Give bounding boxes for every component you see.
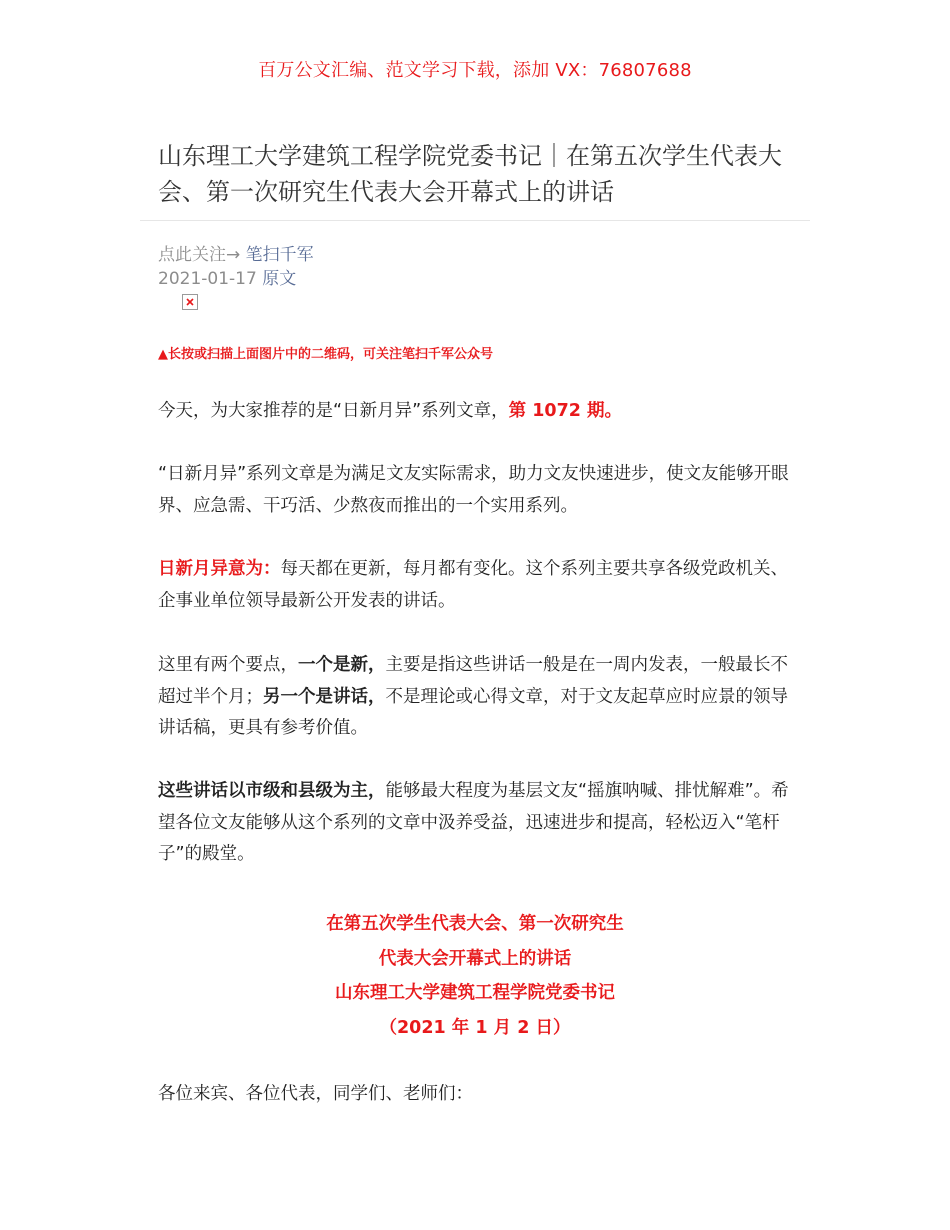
speech-date: （2021 年 1 月 2 日） [379, 1018, 571, 1038]
speech-salutation: 各位来宾、各位代表，同学们、老师们： [158, 1084, 473, 1104]
date-line [158, 264, 296, 289]
series-meaning-label: 日新月异意为： [158, 559, 281, 579]
qr-notice: ▲长按或扫描上面图片中的二维码，可关注笔扫千军公众号 [158, 347, 493, 362]
p4-part-e: 不是理论或心得文章，对于文友起草应时应景的领导讲话稿，更具有参考价值。 [158, 686, 788, 738]
p5-text: 能够最大程度为基层文友“摇旗呐喊、排忧解难”。希望各位文友能够从这个系列的文章中汲养受益，迅速进步和提高，轻松迈入“笔杆子”的殿堂。 [158, 781, 789, 864]
p4-point-new: 一个是新， [298, 655, 386, 675]
promo-banner: 百万公文汇编、范文学习下载，添加 VX：76807688 [258, 60, 692, 81]
intro-paragraph-4 [158, 650, 798, 745]
series-meaning-text: 每天都在更新，每月都有变化。这个系列主要共享各级党政机关、企事业单位领导最新公开发表的讲话。 [158, 559, 788, 611]
account-name-link[interactable]: 笔扫千军 [245, 245, 314, 265]
intro-p1-text: 今天，为大家推荐的是“日新月异”系列文章， [158, 401, 509, 421]
intro-paragraph-5 [158, 776, 798, 871]
intro-paragraph-3 [158, 554, 798, 617]
p4-part-c: 主要是指这些讲话一般是在一周内发表，一般最长不超过半个月； [158, 655, 788, 707]
original-link[interactable]: 原文 [262, 269, 297, 289]
follow-line [158, 240, 314, 265]
speech-heading-line-1: 在第五次学生代表大会、第一次研究生 [326, 914, 624, 934]
p4-point-speech: 另一个是讲话， [263, 686, 386, 707]
publish-date: 2021-01-17 [158, 269, 257, 289]
speech-heading-line-2: 代表大会开幕式上的讲话 [378, 949, 572, 969]
p4-part-a: 这里有两个要点， [158, 655, 298, 675]
intro-paragraph-2: “日新月异”系列文章是为满足文友实际需求，助力文友快速进步，使文友能够开眼界、应急需、干巧活、少熬夜而推出的一个实用系列。 [158, 464, 789, 516]
p5-bold: 这些讲话以市级和县级为主， [158, 781, 386, 801]
speech-speaker: 山东理工大学建筑工程学院党委书记 [335, 983, 615, 1003]
follow-prefix: 点此关注→ [158, 245, 241, 265]
intro-paragraph-1 [158, 396, 798, 428]
article-title: 山东理工大学建筑工程学院党委书记｜在第五次学生代表大会、第一次研究生代表大会开幕式上的讲话 [158, 142, 782, 206]
issue-number: 第 1072 期。 [508, 401, 623, 421]
broken-image-icon [182, 294, 198, 310]
title-divider [140, 220, 810, 221]
